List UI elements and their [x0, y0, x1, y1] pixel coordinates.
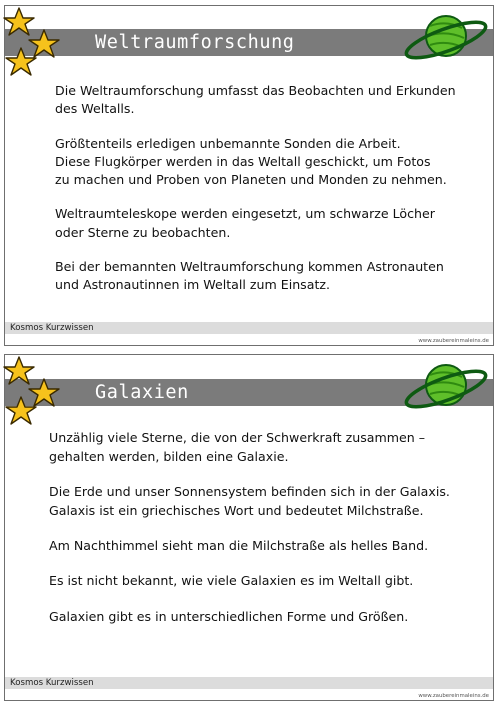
- paragraph: Bei der bemannten Weltraumforschung kommen Astronauten und Astronautinnen im Weltall zum Einsatz.: [55, 259, 444, 293]
- paragraph: Unzählig viele Sterne, die von der Schwerkraft zusammen – gehalten werden, bilden eine Galaxie.: [49, 430, 426, 464]
- star-icon: [4, 357, 59, 424]
- card-title: Weltraumforschung: [95, 32, 295, 53]
- info-card-galaxien: [4, 354, 494, 701]
- planet-icon: [402, 6, 490, 66]
- card-body: [49, 429, 475, 643]
- star-icon: [4, 8, 59, 75]
- card-title: Galaxien: [95, 382, 189, 403]
- footer-label: Kosmos Kurzwissen: [10, 323, 94, 333]
- card-body: [55, 82, 475, 311]
- paragraph: Die Erde und unser Sonnensystem befinden sich in der Galaxis. Galaxis ist ein griechisches Wort und bedeutet Milchstraße.: [49, 484, 450, 518]
- stars-icon: [1, 353, 81, 428]
- planet-icon: [402, 355, 490, 415]
- paragraph: Galaxien gibt es in unterschiedlichen Forme und Größen.: [49, 608, 409, 624]
- footer-label: Kosmos Kurzwissen: [10, 678, 94, 688]
- paragraph: Am Nachthimmel sieht man die Milchstraße als helles Band.: [49, 538, 429, 554]
- info-card-weltraumforschung: [4, 5, 494, 346]
- paragraph: Es ist nicht bekannt, wie viele Galaxien es im Weltall gibt.: [49, 573, 414, 589]
- stars-icon: [1, 4, 81, 79]
- paragraph: Die Weltraumforschung umfasst das Beobachten und Erkunden des Weltalls.: [55, 83, 456, 117]
- paragraph: Größtenteils erledigen unbemannte Sonden die Arbeit. Diese Flugkörper werden in das Weltall geschickt, um Fotos zu machen und Proben von Planeten und Monden zu nehmen.: [55, 135, 447, 188]
- footer-url: www.zaubereinmaleins.de: [418, 338, 489, 344]
- footer-url: www.zaubereinmaleins.de: [418, 693, 489, 699]
- paragraph: Weltraumteleskope werden eingesetzt, um schwarze Löcher oder Sterne zu beobachten.: [55, 206, 435, 240]
